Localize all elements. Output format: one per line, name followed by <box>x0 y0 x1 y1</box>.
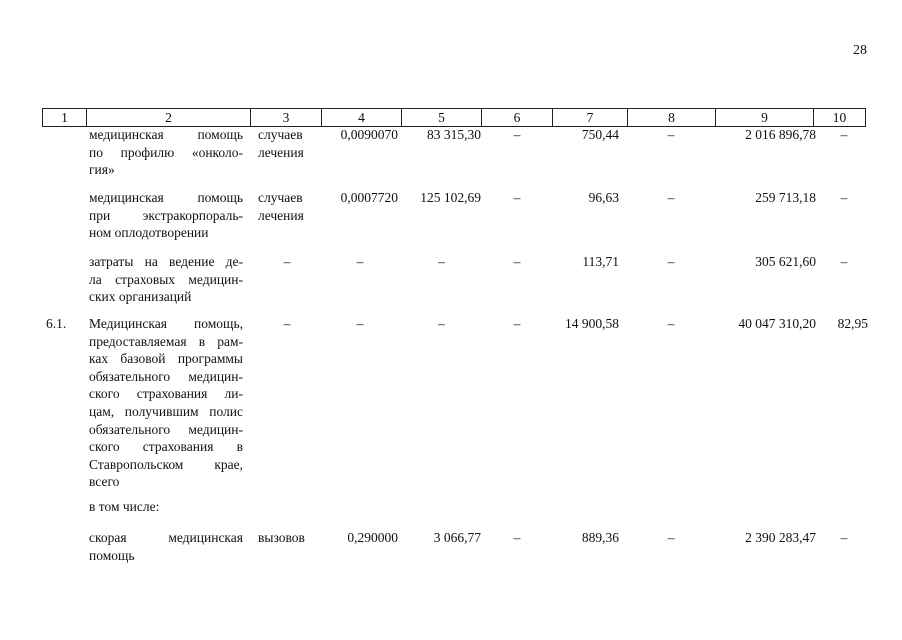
cell-c5: – <box>438 254 445 269</box>
description-line: при экстракорпораль- <box>89 207 243 223</box>
cell-c6: – <box>513 316 521 331</box>
description-line: ном оплодотворении <box>89 225 209 241</box>
cell-c10: – <box>840 127 848 142</box>
cell-c5: 83 315,30 <box>427 127 481 142</box>
cell-c9: 2 016 896,78 <box>745 127 816 142</box>
header-col-4: 4 <box>321 109 401 126</box>
description-line: цам, получившим полис <box>89 403 243 419</box>
row-description <box>89 529 243 564</box>
header-col-9: 9 <box>715 109 813 126</box>
cell-c4: 0,0090070 <box>340 127 398 142</box>
cell-c10: – <box>840 190 848 205</box>
cell-c7: 113,71 <box>582 254 619 269</box>
cell-c6: – <box>513 127 521 142</box>
description-line: обязательного медицин- <box>89 421 243 437</box>
cell-c8: – <box>667 190 675 205</box>
unit-line: – <box>283 254 291 269</box>
cell-c10: – <box>840 530 848 545</box>
description-line: Медицинская помощь, <box>89 316 243 331</box>
cell-c4: 0,0007720 <box>340 190 398 205</box>
cell-c9: 2 390 283,47 <box>745 530 816 545</box>
description-line: ках базовой программы <box>89 351 243 367</box>
description-line: гия» <box>89 162 115 178</box>
cell-c6: – <box>513 254 521 269</box>
cell-c7: 14 900,58 <box>565 316 619 331</box>
row-description <box>89 126 243 179</box>
cell-c9: 259 713,18 <box>755 190 816 205</box>
unit-line: лечения <box>258 207 304 223</box>
page-number: 28 <box>853 43 867 58</box>
cell-c9: 305 621,60 <box>755 254 816 269</box>
row-unit <box>258 315 316 333</box>
row-description <box>89 315 243 491</box>
header-col-1: 1 <box>61 110 68 125</box>
description-line: предоставляемая в рам- <box>89 333 243 349</box>
row-unit <box>258 529 316 547</box>
description-line: ских организаций <box>89 289 192 305</box>
row-unit <box>258 189 316 224</box>
cell-c8: – <box>667 530 675 545</box>
description-line: в том числе: <box>89 499 160 514</box>
cell-c5: – <box>438 316 445 331</box>
cell-c7: 750,44 <box>581 127 619 142</box>
cell-c8: – <box>667 127 675 142</box>
description-line: Ставропольском крае, <box>89 456 243 472</box>
description-line: всего <box>89 474 120 490</box>
description-line: скорая медицинская <box>89 530 243 545</box>
header-col-10: 10 <box>813 109 865 126</box>
cell-c4: – <box>356 316 364 331</box>
row-description <box>89 498 243 516</box>
unit-line: – <box>283 316 291 331</box>
cell-c5: 125 102,69 <box>420 190 481 205</box>
unit-line: вызовов <box>258 530 305 545</box>
cell-c4: – <box>356 254 364 269</box>
description-line: обязательного медицин- <box>89 368 243 384</box>
cell-c7: 889,36 <box>581 530 619 545</box>
description-line: помощь <box>89 547 135 563</box>
row-unit <box>258 126 316 161</box>
description-line: ла страховых медицин- <box>89 271 243 287</box>
unit-line: случаев <box>258 127 303 142</box>
cell-c7: 96,63 <box>588 190 619 205</box>
cell-c6: – <box>513 530 521 545</box>
unit-line: лечения <box>258 144 304 160</box>
cell-c6: – <box>513 190 521 205</box>
description-line: ского страхования ли- <box>89 386 243 402</box>
cell-c10: 82,95 <box>837 316 868 331</box>
description-line: затраты на ведение де- <box>89 254 243 269</box>
description-line: по профилю «онколо- <box>89 144 243 160</box>
cell-c8: – <box>667 316 675 331</box>
row-description <box>89 189 243 242</box>
header-col-5: 5 <box>401 109 481 126</box>
header-col-2: 2 <box>86 109 250 126</box>
header-col-7: 7 <box>552 109 627 126</box>
cell-c4: 0,290000 <box>347 530 398 545</box>
header-col-3: 3 <box>250 109 321 126</box>
table-header-row <box>42 108 866 127</box>
description-line: медицинская помощь <box>89 127 243 142</box>
cell-c8: – <box>667 254 675 269</box>
description-line: медицинская помощь <box>89 190 243 205</box>
cell-c5: 3 066,77 <box>433 530 481 545</box>
cell-c9: 40 047 310,20 <box>738 316 816 331</box>
row-number: 6.1. <box>46 316 67 331</box>
row-description <box>89 253 243 306</box>
row-unit <box>258 253 316 271</box>
header-col-8: 8 <box>627 109 715 126</box>
cell-c10: – <box>840 254 848 269</box>
description-line: ского страхования в <box>89 439 243 455</box>
unit-line: случаев <box>258 190 303 205</box>
header-col-6: 6 <box>481 109 552 126</box>
